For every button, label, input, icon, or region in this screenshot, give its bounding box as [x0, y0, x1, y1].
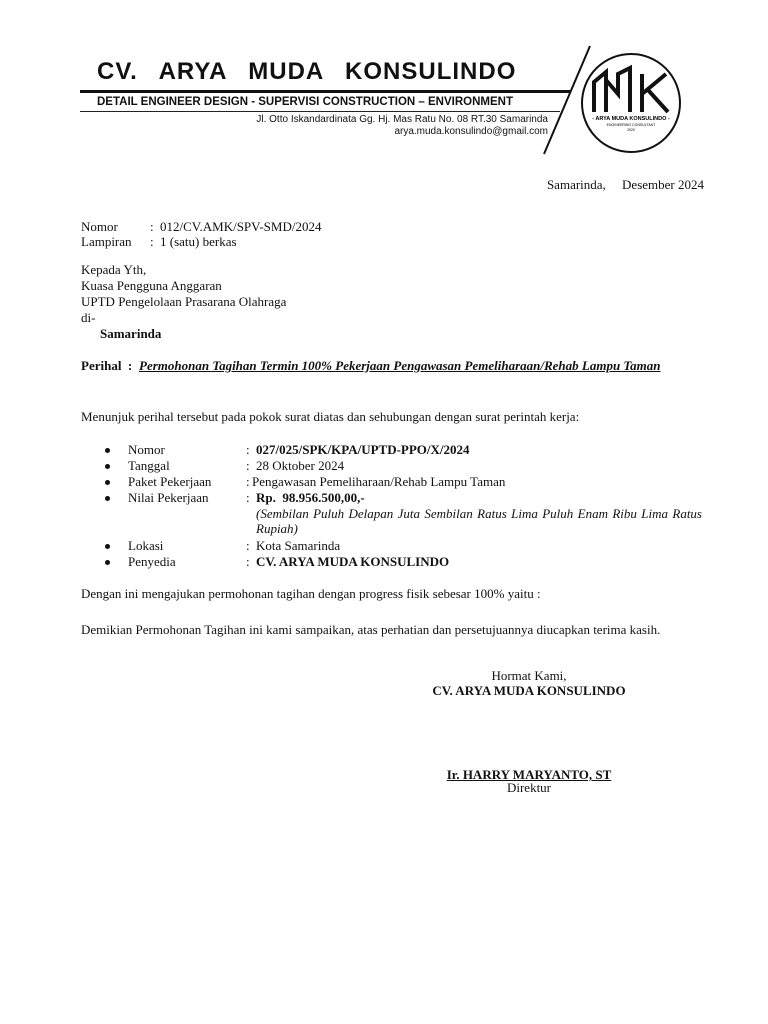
terbilang-line: (Sembilan Puluh Delapan Juta Sembilan Ratus Lima Puluh Enam Ribu Lima Ratus: [256, 506, 702, 521]
closing-paragraph: Demikian Permohonan Tagihan ini kami sampaikan, atas perhatian dan persetujuannya diucapkan terima kasih.: [81, 622, 661, 637]
detail-colon: :: [246, 538, 250, 553]
bullet-icon: [105, 464, 110, 469]
signer-name: Ir. HARRY MARYANTO, ST: [446, 767, 612, 782]
progress-paragraph: Dengan ini mengajukan permohonan tagihan dengan progress fisik sebesar 100% yaitu :: [81, 586, 541, 601]
logo-text: - ARYA MUDA KONSULINDO -: [592, 116, 670, 122]
place-date: Samarinda, Desember 2024: [546, 177, 704, 192]
perihal-label: Perihal :: [81, 358, 133, 373]
recipient-line: Kepada Yth,: [81, 262, 147, 277]
closing-company: CV. ARYA MUDA KONSULINDO: [432, 683, 626, 698]
detail-label: Paket Pekerjaan: [128, 474, 212, 489]
detail-colon: :: [246, 474, 250, 489]
header-divider: [80, 90, 570, 93]
bullet-icon: [105, 480, 110, 485]
bullet-icon: [105, 560, 110, 565]
bullet-icon: [105, 496, 110, 501]
header-divider-thin: [80, 111, 560, 112]
company-tagline: DETAIL ENGINEER DESIGN - SUPERVISI CONSTRUCTION – ENVIRONMENT: [97, 96, 513, 108]
lampiran-label: Lampiran: [81, 234, 132, 249]
address-line: Jl. Otto Iskandardinata Gg. Hj. Mas Ratu No. 08 RT.30 Samarinda: [256, 114, 548, 125]
detail-value: Pengawasan Pemeliharaan/Rehab Lampu Taman: [252, 474, 506, 489]
detail-value: CV. ARYA MUDA KONSULINDO: [256, 554, 450, 569]
closing-greeting: Hormat Kami,: [491, 668, 567, 683]
email-line: arya.muda.konsulindo@gmail.com: [394, 126, 548, 137]
detail-colon: :: [246, 458, 250, 473]
terbilang-line: Rupiah): [256, 521, 298, 536]
nomor-colon: :: [150, 219, 154, 234]
detail-label: Penyedia: [128, 554, 176, 569]
detail-label: Tanggal: [128, 458, 170, 473]
detail-label: Nomor: [128, 442, 165, 457]
lampiran-colon: :: [150, 234, 154, 249]
logo-subtext: ENGINEERING CONSULTANT: [606, 123, 656, 127]
detail-value: Kota Samarinda: [256, 538, 341, 553]
detail-value: 027/025/SPK/KPA/UPTD-PPO/X/2024: [256, 442, 470, 457]
detail-colon: :: [246, 554, 250, 569]
recipient-line: Kuasa Pengguna Anggaran: [81, 278, 222, 293]
bullet-icon: [105, 544, 110, 549]
company-address: [256, 114, 548, 138]
intro-paragraph: Menunjuk perihal tersebut pada pokok surat diatas dan sehubungan dengan surat perintah kerja:: [81, 409, 580, 424]
detail-value: 28 Oktober 2024: [256, 458, 345, 473]
detail-colon: :: [246, 490, 250, 505]
detail-colon: :: [246, 442, 250, 457]
company-name: CV. ARYA MUDA KONSULINDO: [97, 58, 517, 85]
detail-label: Lokasi: [128, 538, 164, 553]
lampiran-value: 1 (satu) berkas: [160, 234, 237, 249]
detail-label: Nilai Pekerjaan: [128, 490, 209, 505]
nomor-label: Nomor: [81, 219, 118, 234]
recipient-city: Samarinda: [100, 326, 162, 341]
logo-year: 2020: [627, 128, 635, 132]
recipient-line: UPTD Pengelolaan Prasarana Olahraga: [81, 294, 287, 309]
detail-value: Rp. 98.956.500,00,-: [256, 490, 365, 505]
nomor-value: 012/CV.AMK/SPV-SMD/2024: [160, 219, 322, 234]
bullet-icon: [105, 448, 110, 453]
logo-emblem-icon: [580, 52, 682, 154]
signer-title: Direktur: [506, 780, 552, 795]
perihal-value: Permohonan Tagihan Termin 100% Pekerjaan Pengawasan Pemeliharaan/Rehab Lampu Taman: [139, 358, 661, 373]
recipient-line: di-: [81, 310, 96, 325]
company-logo: [580, 52, 682, 154]
